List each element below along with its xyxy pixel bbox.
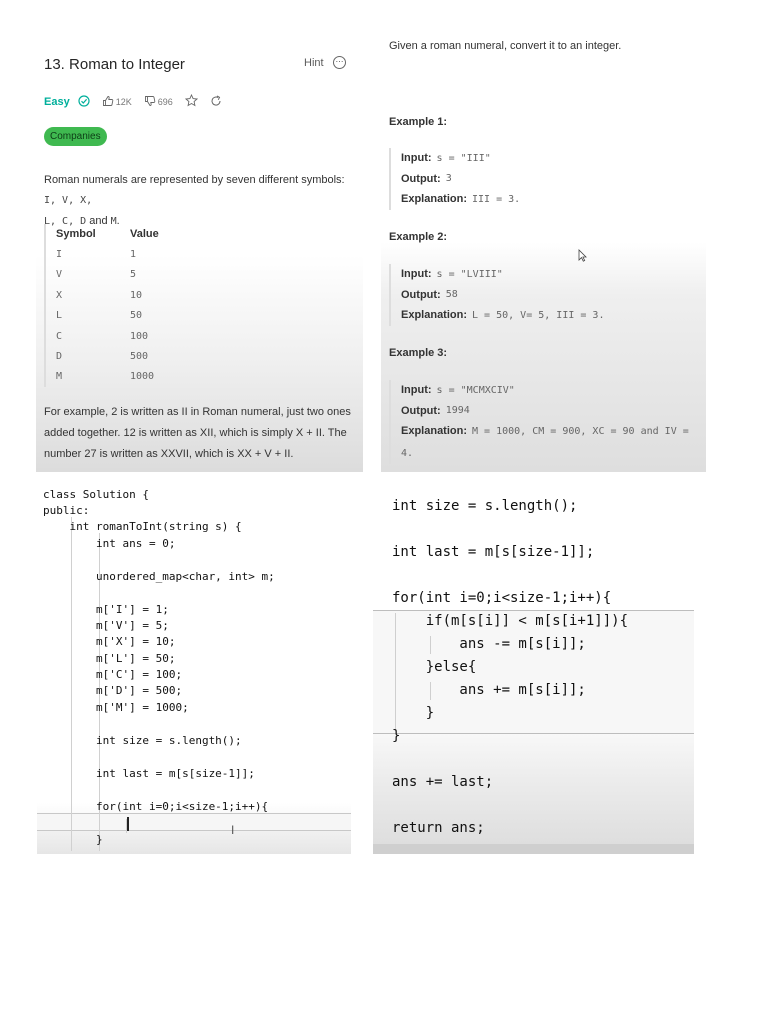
code-line: int last = m[s[size-1]]; [392, 544, 595, 560]
thumbs-down-icon[interactable] [144, 95, 156, 110]
code-editor-left[interactable] [37, 483, 351, 854]
code-line: m['C'] = 100; [43, 668, 183, 681]
code-line: m['X'] = 10; [43, 635, 176, 648]
example-3-input: s = "MCMXCIV" [436, 384, 515, 396]
code-line: m['L'] = 50; [43, 652, 176, 665]
example-3-label: Example 3: [389, 347, 448, 359]
editor-bottom-bar [373, 844, 694, 854]
example-2-box [389, 264, 701, 326]
intro-symbols-1: I, V, X, [44, 195, 93, 206]
example-1-label: Example 1: [389, 116, 448, 128]
output-key: Output: [401, 172, 441, 185]
table-row [56, 306, 204, 326]
problem-lead: Given a roman numeral, convert it to an integer. [389, 40, 622, 52]
code-line: class Solution { [43, 488, 149, 501]
intro-last-symbol: M [110, 216, 117, 227]
intro-text: Roman numerals are represented by seven different symbols: [44, 174, 345, 186]
row-symbol: X [56, 289, 63, 301]
solved-check-icon [78, 95, 90, 110]
problem-title: 13. Roman to Integer [44, 56, 185, 73]
input-key: Input: [401, 268, 432, 281]
code-line: int romanToInt(string s) { [43, 520, 242, 533]
example-paragraph: For example, 2 is written as II in Roman numeral, just two ones added together. 12 is written as XII, which is simply X + II. The number 27 is written as XXVII, which is XX + V + II. [44, 406, 351, 460]
example-3-box [389, 380, 701, 464]
table-row [56, 346, 204, 366]
row-symbol: D [56, 351, 63, 363]
input-key: Input: [401, 384, 432, 397]
table-row [56, 326, 204, 346]
input-key: Input: [401, 152, 432, 165]
difficulty-badge: Easy [44, 96, 70, 108]
table-row [56, 285, 204, 305]
intro-symbols-2: L, C, D [44, 216, 87, 227]
example-3-explanation: M = 1000, CM = 900, XC = 90 and IV = 4. [401, 426, 689, 459]
ibeam-cursor-icon: I [231, 823, 235, 837]
code-line: } [392, 728, 401, 744]
current-line-highlight [37, 813, 351, 831]
code-line: ans += last; [392, 774, 494, 790]
row-value: 100 [130, 330, 149, 342]
code-line: return ans; [392, 820, 485, 836]
table-header [56, 224, 204, 244]
mouse-pointer-icon [578, 249, 587, 267]
output-key: Output: [401, 288, 441, 301]
example-1-input: s = "III" [436, 152, 491, 164]
example-1-explanation: III = 3. [472, 193, 521, 205]
table-row [56, 244, 204, 264]
example-2-output: 58 [445, 289, 458, 301]
table-row [56, 265, 204, 285]
example-2-input: s = "LVIII" [436, 268, 503, 280]
row-symbol: V [56, 269, 63, 281]
row-value: 10 [130, 289, 143, 301]
hint-button[interactable]: Hint [304, 57, 324, 69]
star-icon[interactable] [185, 94, 198, 110]
code-line: int size = s.length(); [392, 498, 578, 514]
explanation-key: Explanation: [401, 193, 468, 206]
row-symbol: C [56, 330, 63, 342]
example-1-output: 3 [445, 173, 452, 185]
code-line: int size = s.length(); [43, 734, 242, 747]
row-value: 500 [130, 351, 149, 363]
example-2-label: Example 2: [389, 231, 448, 243]
intro-and: and [89, 215, 108, 227]
row-value: 50 [130, 310, 143, 322]
row-symbol: I [56, 249, 63, 261]
row-symbol: M [56, 371, 63, 383]
code-line: for(int i=0;i<size-1;i++){ [392, 590, 612, 606]
code-line: m['V'] = 5; [43, 619, 169, 632]
problem-description-panel [36, 38, 363, 472]
code-line: m['M'] = 1000; [43, 701, 189, 714]
code-line: } [43, 833, 103, 846]
problem-meta-bar [44, 94, 224, 110]
code-line: public: [43, 504, 90, 517]
table-row [56, 367, 204, 387]
row-value: 1000 [130, 371, 155, 383]
companies-tag[interactable]: Companies [44, 127, 107, 146]
thumbs-up-icon[interactable] [102, 95, 114, 110]
code-line: m['D'] = 500; [43, 684, 183, 697]
output-key: Output: [401, 404, 441, 417]
row-symbol: L [56, 310, 63, 322]
code-line: ans += m[s[i]]; [392, 682, 586, 698]
example-2-explanation: L = 50, V= 5, III = 3. [472, 309, 605, 321]
header-symbol: Symbol [56, 228, 96, 241]
code-line: } [392, 705, 435, 721]
row-value: 1 [130, 249, 137, 261]
code-line: int ans = 0; [43, 537, 176, 550]
row-value: 5 [130, 269, 137, 281]
more-options-icon[interactable]: ⋯ [333, 56, 346, 69]
examples-panel [381, 30, 706, 472]
code-line: ans -= m[s[i]]; [392, 636, 586, 652]
example-3-output: 1994 [445, 405, 470, 417]
explanation-key: Explanation: [401, 425, 468, 437]
code-editor-right[interactable] [373, 483, 694, 854]
example-1-box [389, 148, 701, 210]
dislikes-count: 696 [157, 97, 173, 107]
code-line: int last = m[s[size-1]]; [43, 767, 255, 780]
header-value: Value [130, 228, 159, 241]
code-line: if(m[s[i]] < m[s[i+1]]){ [392, 613, 629, 629]
code-line: }else{ [392, 659, 477, 675]
code-line: m['I'] = 1; [43, 603, 169, 616]
code-line: unordered_map<char, int> m; [43, 570, 275, 583]
text-caret [127, 817, 129, 831]
code-line: for(int i=0;i<size-1;i++){ [43, 800, 269, 813]
share-icon[interactable] [210, 95, 222, 110]
likes-count: 12K [115, 97, 132, 107]
explanation-key: Explanation: [401, 309, 468, 322]
symbol-value-table [44, 224, 204, 387]
problem-intro: Roman numerals are represented by seven different symbols: I, V, X, L, C, D and M. [44, 174, 345, 227]
